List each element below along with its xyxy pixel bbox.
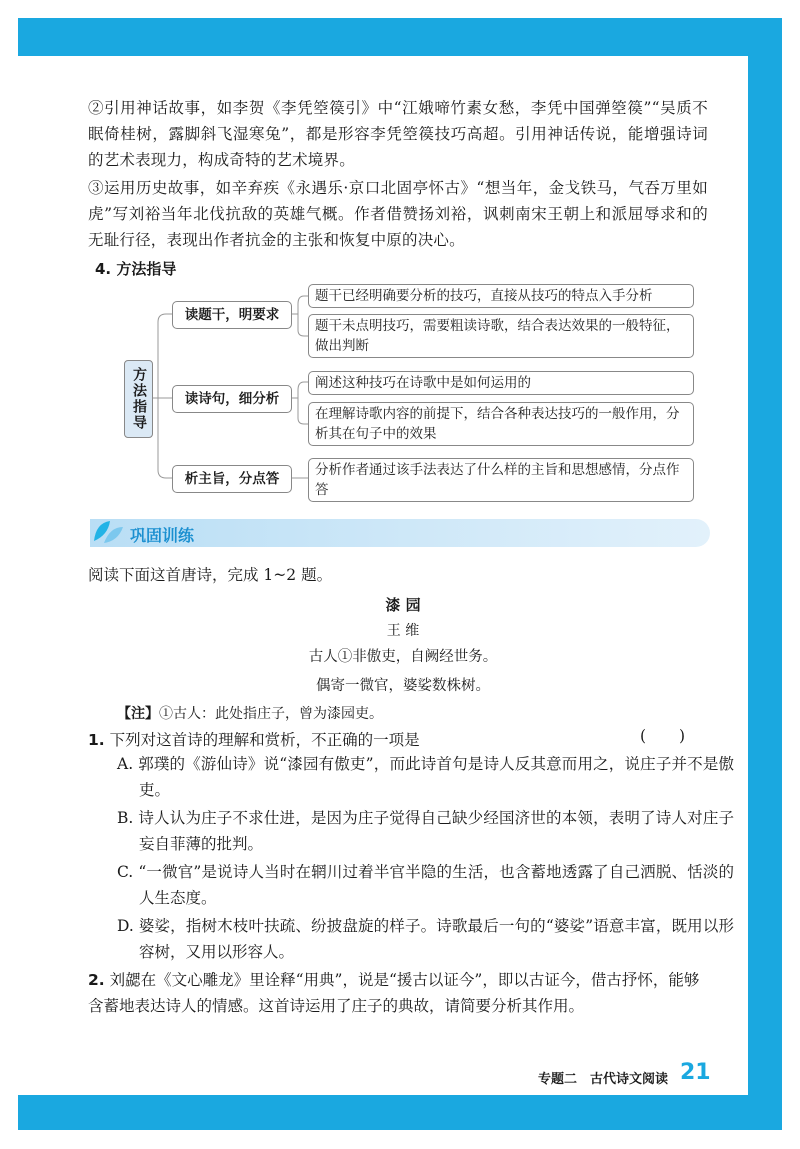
option-b: B. 诗人认为庄子不求仕进，是因为庄子觉得自己缺少经国济世的本领，表明了诗人对庄子妄自菲薄的批判。: [117, 809, 734, 853]
mindmap-leaf: 在理解诗歌内容的前提下，结合各种表达技巧的一般作用，分析其在句子中的效果: [308, 402, 694, 446]
answer-blank: ( ): [640, 727, 700, 745]
mindmap-branch-read-question: 读题干，明要求: [172, 301, 292, 329]
poem-note: [117, 703, 383, 723]
mindmap-leaf: 阐述这种技巧在诗歌中是如何运用的: [308, 371, 694, 395]
mindmap-branch-read-verses: 读诗句，细分析: [172, 385, 292, 413]
mindmap-branch-analyze-theme: 析主旨，分点答: [172, 465, 292, 493]
option-d: D. 婆娑，指树木枝叶扶疏、纷披盘旋的样子。诗歌最后一句的“婆娑”语意丰富，既用以形容树，又用以形容人。: [117, 917, 734, 961]
question-number: 1.: [88, 731, 105, 749]
mindmap-leaf: 题干已经明确要分析的技巧，直接从技巧的特点入手分析: [308, 284, 694, 308]
question-1: [88, 727, 708, 753]
mindmap-root: 方法指导: [124, 360, 153, 438]
leaf-icon: [90, 517, 126, 547]
mindmap-leaf: 题干未点明技巧，需要粗读诗歌，结合表达效果的一般特征，做出判断: [308, 314, 694, 358]
poem-title: 漆 园: [385, 596, 421, 614]
question-text: 刘勰在《文心雕龙》里诠释“用典”，说是“援古以证今”，即以古证今，借古抒怀，能够含蓄地表达诗人的情感。这首诗运用了庄子的典故，请简要分析其作用。: [88, 971, 700, 1015]
question-2: [88, 967, 708, 1019]
poem-line: 偶寄一微官，婆娑数株树。: [316, 678, 490, 694]
paragraph-history: ③运用历史故事，如辛弃疾《永遇乐·京口北固亭怀古》“想当年，金戈铁马，气吞万里如虎”写刘裕当年北伐抗敌的英雄气概。作者借赞扬刘裕，讽刺南宋王朝上和派屈辱求和的无耻行径，表现出作者抗金的主张和恢复中原的决心。: [88, 179, 708, 249]
question-number: 2.: [88, 971, 105, 989]
reading-instruction: 阅读下面这首唐诗，完成 1~2 题。: [88, 566, 333, 584]
paragraph-myth: ②引用神话故事，如李贺《李凭箜篌引》中“江娥啼竹素女愁，李凭中国弹箜篌”“吴质不眠倚桂树，露脚斜飞湿寒兔”，都是形容李凭箜篌技巧高超。引用神话传说，能增强诗词的艺术表现力，构成奇特的艺术境界。: [88, 99, 708, 169]
method-heading: 4. 方法指导: [95, 260, 177, 278]
poem-author: 王 维: [386, 623, 420, 639]
poem-line: 古人①非傲吏，自阙经世务。: [308, 649, 498, 665]
note-text: ①古人：此处指庄子，曾为漆园吏。: [159, 706, 383, 722]
section-title: 巩固训练: [130, 526, 195, 545]
mindmap-leaf: 分析作者通过该手法表达了什么样的主旨和思想感情，分点作答: [308, 458, 694, 502]
option-c: C. “一微官”是说诗人当时在辋川过着半官半隐的生活，也含蓄地透露了自己洒脱、恬淡的人生态度。: [117, 863, 734, 907]
note-label: 【注】: [117, 706, 159, 722]
question-text: 下列对这首诗的理解和赏析，不正确的一项是: [109, 731, 420, 749]
page-number: 21: [680, 1060, 711, 1085]
option-a: A. 郭璞的《游仙诗》说“漆园有傲吏”，而此诗首句是诗人反其意而用之，说庄子并不是傲吏。: [117, 755, 734, 799]
footer-chapter: 专题二 古代诗文阅读: [538, 1072, 669, 1087]
